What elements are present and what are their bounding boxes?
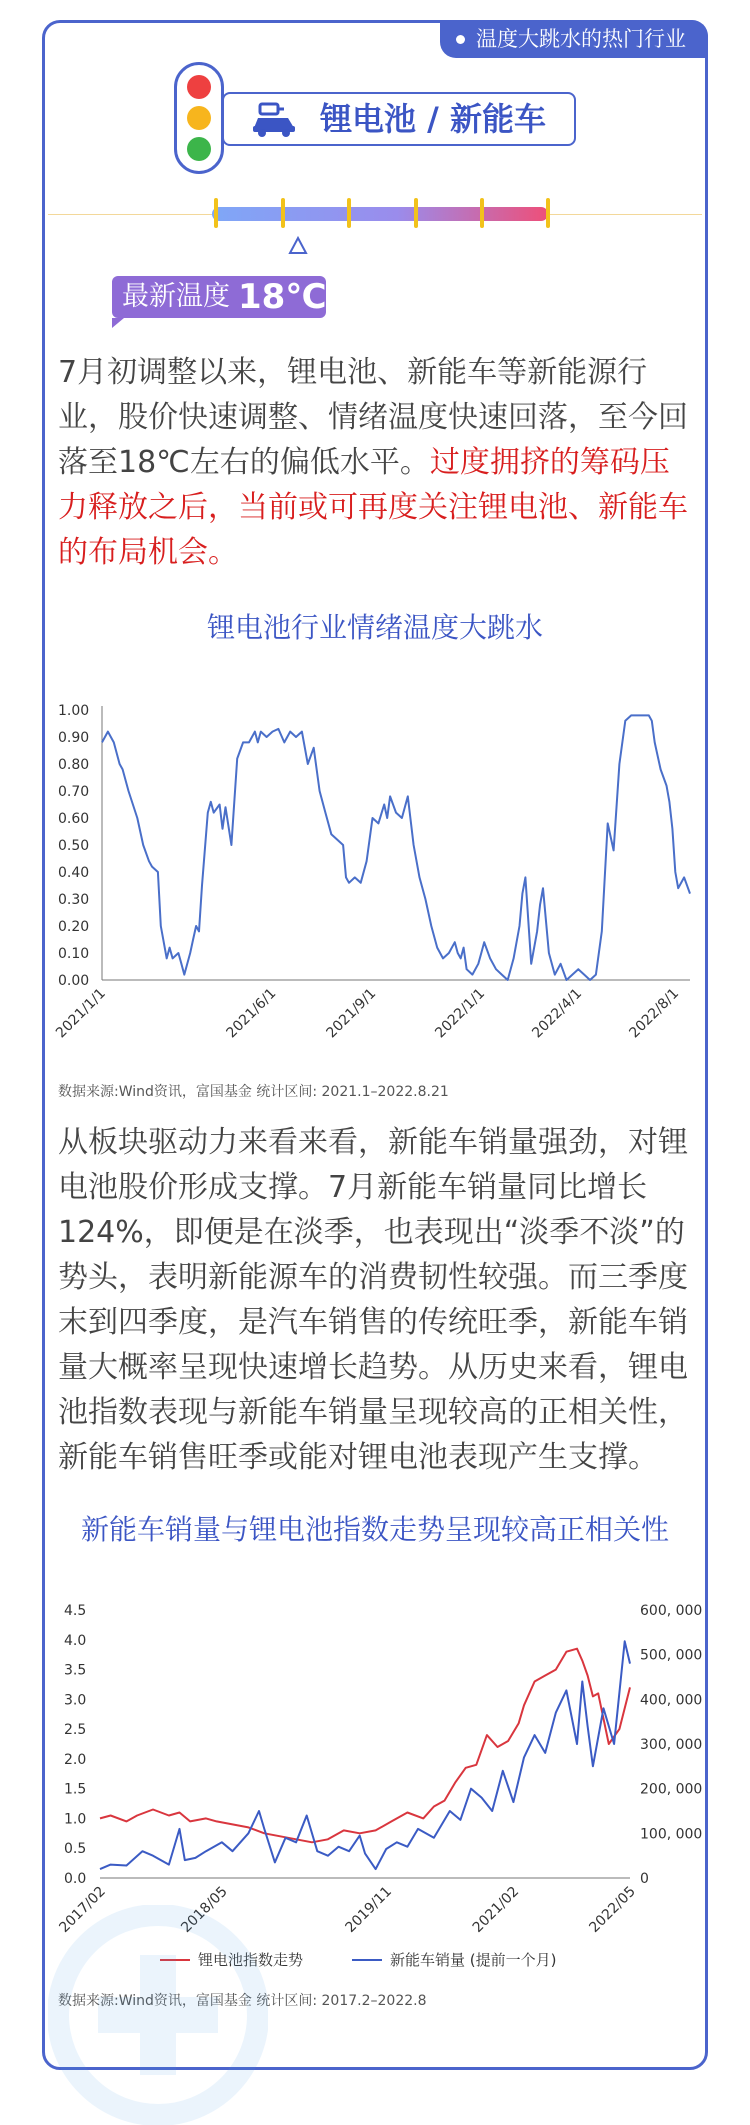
x-tick-label: 2022/05 (586, 1883, 639, 1936)
gauge-tick (546, 198, 550, 228)
chart1-title: 锂电池行业情绪温度大跳水 (206, 611, 543, 644)
green-light (187, 137, 211, 161)
y-tick-label: 1.00 (58, 703, 90, 719)
right-axis-tick-label: 400, 000 (640, 1692, 703, 1709)
right-axis-tick-label: 500, 000 (640, 1647, 703, 1664)
x-tick-label: 2019/11 (342, 1883, 396, 1936)
category-tag (440, 20, 708, 58)
gauge-tick (347, 198, 351, 228)
right-axis-tick-label: 300, 000 (640, 1737, 703, 1753)
temperature-label: 最新温度 (122, 281, 230, 312)
chart1-source: 数据来源:Wind资讯，富国基金 统计区间: 2021.1–2022.8.21 (58, 1084, 449, 1100)
left-axis-tick-label: 1.5 (64, 1781, 87, 1798)
industry-title: 锂电池 / 新能车 (320, 100, 546, 138)
x-tick-label: 2022/1/1 (432, 985, 489, 1042)
gauge-pointer-icon (288, 236, 308, 256)
x-tick-label: 2022/8/1 (626, 985, 683, 1042)
temperature-gauge (212, 207, 548, 221)
left-axis-tick-label: 1.0 (64, 1811, 87, 1828)
left-axis-tick-label: 0.0 (64, 1871, 87, 1887)
y-tick-label: 0.60 (58, 811, 90, 827)
y-tick-label: 0.20 (58, 919, 90, 935)
intro-text: 7月初调整以来，锂电池、新能车等新能源行业，股价快速调整、情绪温度快速回落，至今回落至18℃左右的偏低水平。 (58, 355, 688, 480)
y-tick-label: 0.50 (58, 838, 90, 854)
y-tick-label: 0.40 (58, 865, 90, 881)
intro-highlight: 过度拥挤的筹码压力释放之后，当前或可再度关注锂电池、新能车的布局机会。 (58, 445, 688, 570)
x-tick-label: 2018/05 (178, 1883, 231, 1936)
y-tick-label: 0.90 (58, 730, 90, 746)
chart2-title: 新能车销量与锂电池指数走势呈现较高正相关性 (80, 1513, 669, 1546)
gauge-tick (414, 198, 418, 228)
left-axis-tick-label: 2.0 (64, 1751, 87, 1768)
gauge-tick (281, 198, 285, 228)
x-tick-label: 2021/1/1 (53, 985, 109, 1042)
gauge-tick (214, 198, 218, 228)
y-tick-label: 0.80 (58, 757, 90, 773)
traffic-light-icon (174, 62, 224, 174)
driver-paragraph: 从板块驱动力来看来看，新能车销量强劲，对锂电池股价形成支撑。7月新能车销量同比增长124%，即便是在淡季，也表现出“淡季不淡”的势头，表明新能源车的消费韧性较强。而三季度末到四季度，是汽车销售的传统旺季，新能车销量大概率呈现快速增长趋势。从历史来看，锂电池指数表现与新能车销量呈现较高的正相关性，新能车销售旺季或能对锂电池表现产生支撑。 (58, 1125, 688, 1475)
temperature-badge (112, 276, 326, 318)
badge-notch (112, 318, 124, 328)
right-axis-tick-label: 200, 000 (640, 1781, 703, 1798)
left-axis-tick-label: 3.5 (64, 1662, 87, 1679)
x-tick-label: 2021/6/1 (223, 985, 280, 1042)
x-tick-label: 2021/02 (469, 1883, 523, 1936)
temperature-value: 18℃ (238, 277, 327, 317)
left-axis-tick-label: 4.5 (64, 1603, 87, 1619)
legend-label: 锂电池指数走势 (198, 1951, 304, 1969)
right-axis-tick-label: 0 (640, 1871, 649, 1887)
left-axis-tick-label: 2.5 (64, 1722, 87, 1739)
series-line-0 (100, 1649, 630, 1843)
legend-label: 新能车销量 (提前一个月) (390, 1951, 557, 1969)
left-axis-tick-label: 4.0 (64, 1632, 87, 1649)
y-tick-label: 0.10 (58, 946, 90, 962)
sentiment-temperature-chart (0, 690, 750, 1070)
left-axis-tick-label: 0.5 (64, 1841, 87, 1858)
gauge-tick (480, 198, 484, 228)
right-axis-tick-label: 100, 000 (640, 1826, 703, 1843)
left-axis-tick-label: 3.0 (64, 1692, 87, 1709)
red-light (187, 75, 211, 99)
chart2-source: 数据来源:Wind资讯，富国基金 统计区间: 2017.2–2022.8 (58, 1993, 427, 2009)
industry-banner (222, 92, 576, 146)
y-tick-label: 0.00 (58, 973, 90, 989)
y-tick-label: 0.30 (58, 892, 90, 908)
temperature-series-line (102, 715, 690, 980)
x-tick-label: 2021/9/1 (323, 985, 380, 1042)
x-tick-label: 2017/02 (56, 1883, 109, 1936)
yellow-light (187, 106, 211, 130)
watermark-logo-icon (48, 1905, 268, 2125)
electric-car-icon (250, 102, 298, 138)
intro-paragraph (58, 350, 698, 575)
right-axis-tick-label: 600, 000 (640, 1603, 703, 1619)
category-tag-label: 温度大跳水的热门行业 (476, 27, 686, 51)
y-tick-label: 0.70 (58, 784, 90, 800)
x-tick-label: 2022/4/1 (529, 985, 586, 1042)
tag-dot-icon (456, 35, 465, 44)
series-line-1 (100, 1641, 630, 1869)
